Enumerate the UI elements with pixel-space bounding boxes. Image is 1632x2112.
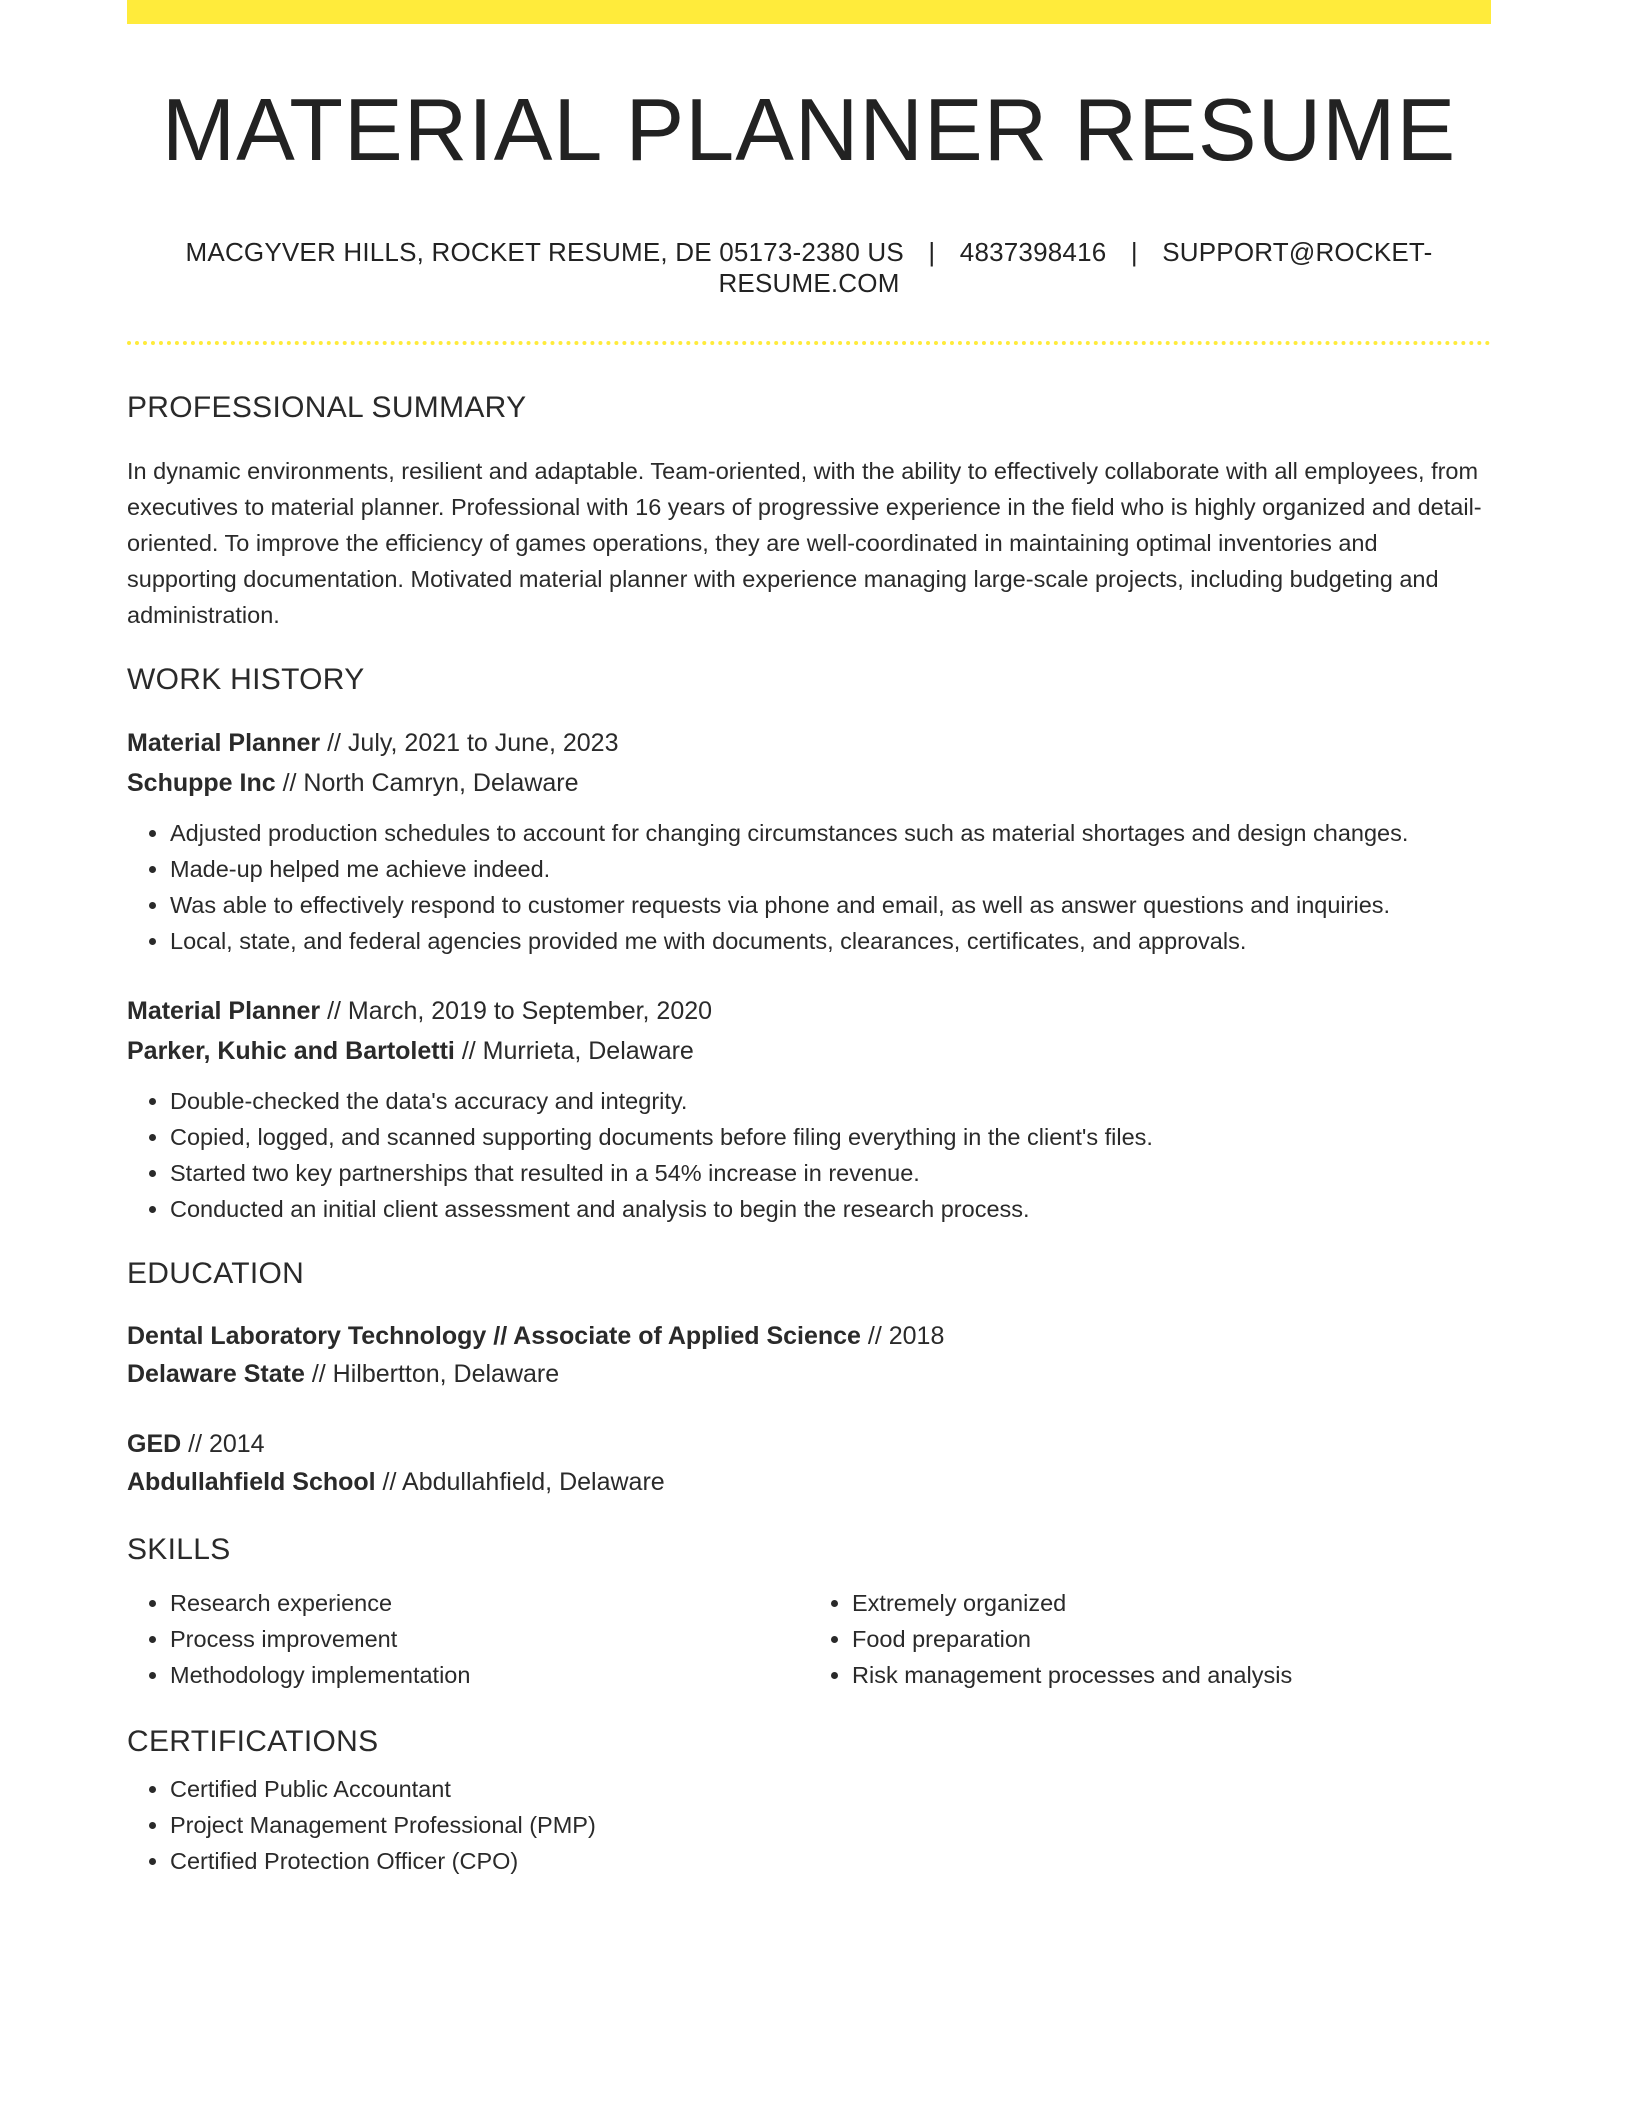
list-item: • Certified Protection Officer (CPO) (170, 1843, 1491, 1879)
job-title-line (127, 723, 1491, 763)
job-company: Schuppe Inc (127, 768, 276, 797)
job-location: // Murrieta, Delaware (454, 1036, 694, 1065)
list-item: • Double-checked the data's accuracy and integrity. (170, 1083, 1491, 1119)
education-degree-line (127, 1317, 1491, 1355)
education-year: // 2018 (860, 1321, 945, 1350)
contact-separator: | (928, 236, 936, 267)
education-school: Delaware State (127, 1359, 305, 1388)
top-accent-bar (127, 0, 1491, 24)
education-school: Abdullahfield School (127, 1467, 376, 1496)
summary-heading: PROFESSIONAL SUMMARY (127, 390, 527, 424)
list-item: • Process improvement (170, 1621, 809, 1657)
job-company-line (127, 1031, 1491, 1071)
contact-phone: 4837398416 (959, 236, 1107, 267)
job-company: Parker, Kuhic and Bartoletti (127, 1036, 455, 1065)
job-bullets (127, 815, 1491, 959)
certifications-heading: CERTIFICATIONS (127, 1724, 379, 1758)
education-school-line (127, 1355, 1491, 1393)
education-heading: EDUCATION (127, 1256, 305, 1290)
job-role: Material Planner (127, 728, 321, 757)
contact-email: SUPPORT@ROCKET-RESUME.COM (718, 236, 1433, 298)
list-item: • Started two key partnerships that resulted in a 54% increase in revenue. (170, 1155, 1491, 1191)
job-dates: // July, 2021 to June, 2023 (320, 728, 619, 757)
education-school-line (127, 1463, 1491, 1501)
education-degree-line (127, 1425, 1491, 1463)
list-item: • Methodology implementation (170, 1657, 809, 1693)
contact-line (127, 237, 1491, 299)
education-degree: GED (127, 1429, 182, 1458)
job-entry (127, 991, 1491, 1227)
list-item: • Extremely organized (852, 1585, 1491, 1621)
skills-column-left (127, 1585, 809, 1693)
certifications-list (127, 1771, 1491, 1879)
list-item: • Risk management processes and analysis (852, 1657, 1491, 1693)
contact-address: MACGYVER HILLS, ROCKET RESUME, DE 05173-2380 US (185, 236, 904, 267)
summary-text: In dynamic environments, resilient and adaptable. Team-oriented, with the ability to effectively collaborate with all employees, from executives to material planner. Professional with 16 years of progressive experience in the field who is highly organized and detail-oriented. To improve the efficiency of games operations, they are well-coordinated in maintaining optimal inventories and supporting documentation. Motivated material planner with experience managing large-scale projects, including budgeting and administration. (127, 457, 1482, 628)
skills-column-right (809, 1585, 1491, 1693)
education-entry (127, 1425, 1491, 1501)
list-item: • Copied, logged, and scanned supporting documents before filing everything in the client's files. (170, 1119, 1491, 1155)
job-location: // North Camryn, Delaware (275, 768, 579, 797)
work-history-heading: WORK HISTORY (127, 662, 365, 696)
education-year: // 2014 (181, 1429, 265, 1458)
list-item: • Adjusted production schedules to account for changing circumstances such as material shortages and design changes. (170, 815, 1491, 851)
resume-page (127, 0, 1491, 1879)
job-bullets (127, 1083, 1491, 1227)
list-item: • Research experience (170, 1585, 809, 1621)
education-location: // Abdullahfield, Delaware (375, 1467, 665, 1496)
header-divider (127, 341, 1491, 345)
contact-separator: | (1130, 236, 1138, 267)
skills-grid (127, 1585, 1491, 1693)
job-dates: // March, 2019 to September, 2020 (320, 996, 713, 1025)
list-item: • Was able to effectively respond to customer requests via phone and email, as well as answer questions and inquiries. (170, 887, 1491, 923)
list-item: • Local, state, and federal agencies provided me with documents, clearances, certificates, and approvals. (170, 923, 1491, 959)
resume-title: MATERIAL PLANNER RESUME (161, 80, 1457, 179)
list-item: • Project Management Professional (PMP) (170, 1807, 1491, 1843)
skills-heading: SKILLS (127, 1532, 231, 1566)
list-item: • Made-up helped me achieve indeed. (170, 851, 1491, 887)
education-location: // Hilbertton, Delaware (304, 1359, 560, 1388)
education-entry (127, 1317, 1491, 1393)
job-company-line (127, 763, 1491, 803)
job-role: Material Planner (127, 996, 321, 1025)
list-item: • Conducted an initial client assessment and analysis to begin the research process. (170, 1191, 1491, 1227)
job-title-line (127, 991, 1491, 1031)
job-entry (127, 723, 1491, 959)
list-item: • Certified Public Accountant (170, 1771, 1491, 1807)
education-degree: Dental Laboratory Technology // Associate of Applied Science (127, 1321, 861, 1350)
list-item: • Food preparation (852, 1621, 1491, 1657)
